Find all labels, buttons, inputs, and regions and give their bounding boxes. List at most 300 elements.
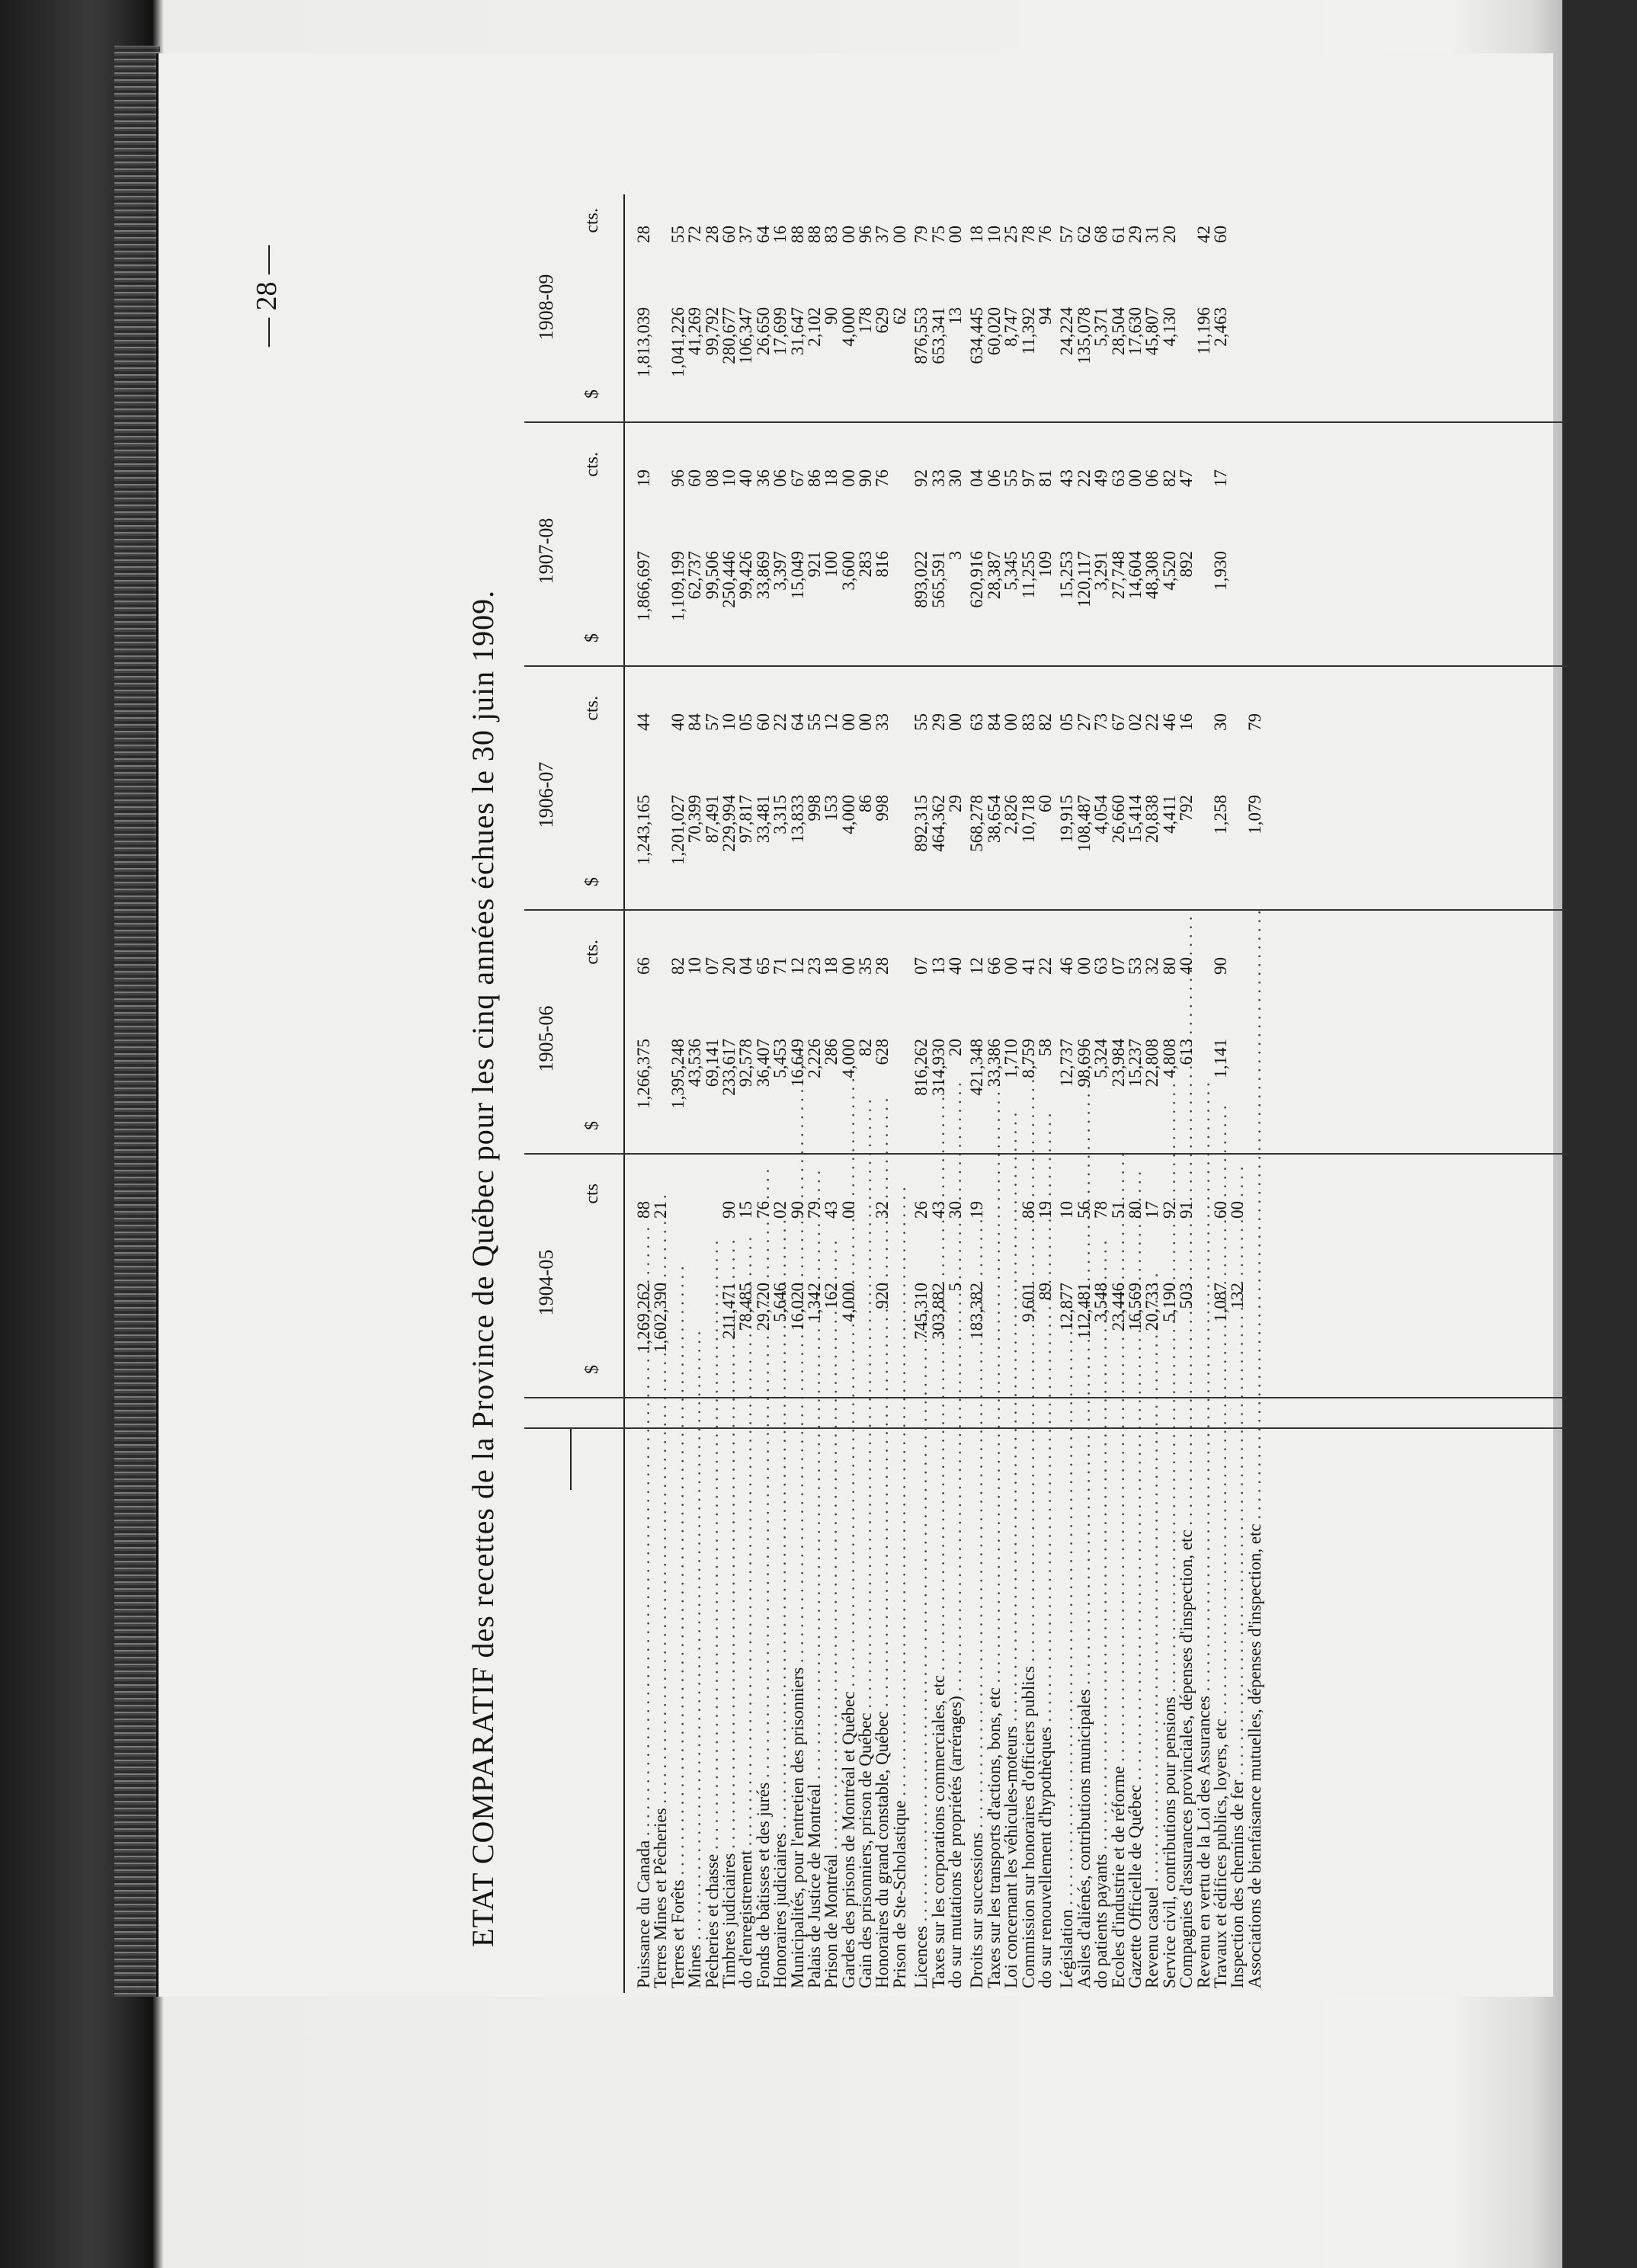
cents-value: 22: [1074, 469, 1094, 487]
cents-value: 20: [719, 957, 738, 975]
cents-value: 18: [822, 469, 841, 487]
cents-value: 17: [1142, 1201, 1162, 1219]
table-row: [670, 194, 687, 1993]
dollar-value: 876,553: [911, 307, 931, 364]
cents-value: 60: [753, 713, 773, 731]
row-label: do d'enregistrement . . .: [738, 1424, 754, 1993]
cents-label: cts.: [582, 696, 602, 721]
dollar-value: 87,491: [702, 795, 722, 844]
cents-value: 44: [634, 713, 653, 731]
dollar-value: 8,759: [1018, 1039, 1038, 1078]
cents-value: 08: [702, 469, 722, 487]
cents-value: 27: [1074, 713, 1094, 731]
cents-value: 16: [1177, 713, 1197, 731]
table-row: [928, 194, 948, 1993]
dollar-value: 27,748: [1108, 551, 1128, 600]
dollar-value: 20: [946, 1039, 966, 1056]
revenue-comparison-table: [524, 194, 1264, 1993]
header-dash: [570, 1429, 572, 1490]
cents-value: 81: [1035, 469, 1055, 487]
table-header: [524, 194, 625, 1993]
cents-value: 40: [946, 957, 966, 975]
cents-value: 28: [634, 226, 653, 243]
cents-value: 57: [1057, 226, 1077, 243]
cents-value: 12: [822, 713, 841, 731]
cents-label: cts.: [582, 452, 602, 477]
cents-value: 15: [736, 1201, 756, 1219]
dollar-value: 178: [856, 307, 876, 334]
row-label: Droits sur successions . . .: [969, 1424, 985, 1993]
dollar-value: 16,020: [787, 1283, 807, 1331]
dollar-value: 283: [856, 551, 876, 578]
dollar-value: 13,833: [787, 795, 807, 844]
cents-value: 00: [1074, 957, 1094, 975]
table-row: [986, 194, 1003, 1993]
dollar-value: 816,262: [911, 1039, 931, 1096]
row-label: Taxes sur les corporations commerciales, etc . . .: [931, 1424, 947, 1993]
currency-label: $: [582, 1121, 602, 1130]
dollar-value: 12,737: [1057, 1039, 1077, 1088]
dollar-value: 17,699: [770, 307, 790, 356]
cents-value: 88: [634, 1201, 653, 1219]
cents-value: 25: [1001, 226, 1021, 243]
column-rule: [524, 1427, 1568, 1429]
dollar-value: 4,000: [838, 1283, 858, 1322]
cents-value: 10: [685, 957, 705, 975]
column-rule: [524, 665, 1568, 667]
cents-value: 00: [838, 957, 858, 975]
dollar-value: 97,817: [736, 795, 756, 844]
dollar-value: 8,747: [1001, 307, 1021, 347]
dollar-value: 11,392: [1018, 307, 1038, 355]
dollar-value: 503: [1177, 1283, 1197, 1309]
cents-value: 19: [634, 469, 653, 487]
dollar-value: 90: [822, 307, 841, 325]
dollar-value: 14,604: [1125, 551, 1145, 600]
cents-value: 47: [1177, 469, 1197, 487]
dollar-value: 5: [946, 1283, 966, 1292]
book-binding-edge: [114, 46, 160, 1997]
cents-value: 78: [1018, 226, 1038, 243]
dollar-value: 1,266,375: [634, 1039, 653, 1109]
table-row: [806, 194, 823, 1993]
year-column-header: [524, 437, 623, 667]
cents-value: 68: [1091, 226, 1111, 243]
cents-value: 22: [770, 713, 790, 731]
dollar-value: 1,201,027: [668, 795, 687, 865]
dollar-value: 58: [1035, 1039, 1055, 1056]
currency-label: $: [582, 1365, 602, 1374]
dollar-value: 78,485: [736, 1283, 756, 1331]
row-label: Puissance du Canada . . .: [636, 1424, 652, 1993]
dollar-value: 4,411: [1159, 795, 1179, 834]
cents-value: 55: [804, 713, 824, 731]
table-row: [1247, 194, 1264, 1993]
cents-value: 19: [967, 1201, 987, 1219]
row-label: Prison de Ste-Scholastique . . .: [892, 1424, 908, 1993]
cents-value: 29: [1125, 226, 1145, 243]
cents-value: 83: [1018, 713, 1038, 731]
dollar-value: 12,877: [1057, 1283, 1077, 1331]
cents-value: 92: [911, 469, 931, 487]
dollar-value: 4,000: [838, 795, 858, 834]
dollar-value: 99,426: [736, 551, 756, 600]
cents-value: 04: [967, 469, 987, 487]
cents-value: 12: [787, 957, 807, 975]
dollar-value: 4,054: [1091, 795, 1111, 834]
dollar-value: 286: [822, 1039, 841, 1065]
cents-value: 00: [838, 469, 858, 487]
dollar-value: 26,660: [1108, 795, 1128, 844]
row-label: Terres Mines et Pêcheries . . .: [652, 1424, 669, 1993]
row-label: Gazette Officielle de Québec . . .: [1127, 1424, 1144, 1993]
dollar-value: 31,647: [787, 307, 807, 356]
row-label: Fonds de bâtisses et des jurés . . .: [755, 1424, 772, 1993]
column-rule: [524, 1153, 1568, 1155]
cents-label: cts: [582, 1184, 602, 1204]
cents-value: 43: [1057, 469, 1077, 487]
dollar-value: 229,994: [719, 795, 738, 852]
year-column-header: [524, 193, 623, 423]
table-row: [704, 194, 721, 1993]
cents-value: 40: [736, 469, 756, 487]
cents-value: 28: [873, 957, 892, 975]
dollar-value: 613: [1177, 1039, 1197, 1065]
cents-value: 33: [873, 713, 892, 731]
dollar-value: 13: [946, 307, 966, 325]
dollar-value: 892,315: [911, 795, 931, 852]
dollar-value: 38,654: [984, 795, 1004, 844]
dollar-value: 421,348: [967, 1039, 987, 1096]
table-row: [947, 194, 964, 1993]
table-row: [1003, 194, 1020, 1993]
cents-value: 29: [928, 713, 948, 731]
table-row: [1178, 194, 1195, 1993]
dollar-value: 4,000: [838, 307, 858, 347]
cents-value: 00: [889, 226, 909, 243]
row-label: do sur mutations de propriétés (arrérages) . . .: [947, 1424, 964, 1993]
dollar-value: 629: [873, 307, 892, 334]
row-label: Municipalités, pour l'entretien des prisonniers . . .: [790, 1424, 806, 1993]
row-label: Loi concernant les véhicules-moteurs . . .: [1003, 1424, 1020, 1993]
cents-value: 00: [838, 226, 858, 243]
cents-value: 86: [1018, 1201, 1038, 1219]
table-row: [969, 194, 985, 1993]
cents-value: 40: [1177, 957, 1197, 975]
dollar-value: 19,915: [1057, 795, 1077, 844]
cents-value: 18: [967, 226, 987, 243]
column-rule: [524, 1397, 1568, 1398]
page-number: — 28 —: [251, 245, 283, 347]
cents-value: 76: [753, 1201, 773, 1219]
row-label: Revenu casuel . . .: [1144, 1424, 1161, 1993]
currency-label: $: [582, 633, 602, 642]
cents-value: 88: [804, 226, 824, 243]
cents-value: 43: [928, 1201, 948, 1219]
dollar-value: 106,347: [736, 307, 756, 364]
row-label: Travaux et édifices publics, loyers, etc . . .: [1213, 1424, 1229, 1993]
dollar-value: 3,600: [838, 551, 858, 591]
dollar-value: 653,341: [928, 307, 948, 364]
table-row: [721, 194, 738, 1993]
dollar-value: 1,866,697: [634, 551, 653, 621]
table-row: [652, 194, 669, 1993]
cents-value: 41: [1018, 957, 1038, 975]
dollar-value: 5,646: [770, 1283, 790, 1322]
table-row: [772, 194, 789, 1993]
cents-value: 30: [946, 469, 966, 487]
cents-value: 76: [873, 469, 892, 487]
row-label: Gardes des prisons de Montréal et Québec . . .: [841, 1424, 857, 1993]
dollar-value: 2,226: [804, 1039, 824, 1078]
cents-value: 13: [928, 957, 948, 975]
cents-value: 64: [787, 713, 807, 731]
cents-value: 00: [946, 226, 966, 243]
dollar-value: 24,224: [1057, 307, 1077, 356]
dollar-value: 62: [889, 307, 909, 325]
row-label: Honoraires du grand constable, Québec . . .: [874, 1424, 891, 1993]
rotated-content: [251, 194, 1637, 1993]
cents-value: 32: [1142, 957, 1162, 975]
cents-value: 66: [634, 957, 653, 975]
table-row: [1144, 194, 1161, 1993]
cents-value: 00: [1228, 1201, 1248, 1219]
dollar-value: 60: [1035, 795, 1055, 812]
cents-value: 66: [984, 957, 1004, 975]
dollar-value: 920: [873, 1283, 892, 1309]
dollar-value: 20,733: [1142, 1283, 1162, 1331]
cents-value: 84: [984, 713, 1004, 731]
dollar-value: 1,141: [1210, 1039, 1230, 1078]
cents-value: 72: [685, 226, 705, 243]
dollar-value: 280,677: [719, 307, 738, 364]
cents-value: 82: [1035, 713, 1055, 731]
dollar-value: 120,117: [1074, 551, 1094, 607]
cents-value: 76: [1035, 226, 1055, 243]
cents-value: 06: [770, 469, 790, 487]
dollar-value: 15,237: [1125, 1039, 1145, 1088]
dollar-value: 41,269: [685, 307, 705, 356]
dollar-value: 162: [822, 1283, 841, 1309]
dollar-value: 565,591: [928, 551, 948, 608]
dollar-value: 620,916: [967, 551, 987, 608]
dollar-value: 109: [1035, 551, 1055, 578]
dollar-value: 17,630: [1125, 307, 1145, 356]
cents-value: 63: [1108, 469, 1128, 487]
table-row: [1161, 194, 1178, 1993]
row-label: Compagnies d'assurances provinciales, dépenses d'inspection, etc . . .: [1178, 1424, 1195, 1993]
table-row: [636, 194, 652, 1993]
dollar-value: 99,506: [702, 551, 722, 600]
cents-value: 86: [804, 469, 824, 487]
table-row: [1020, 194, 1037, 1993]
cents-value: 36: [753, 469, 773, 487]
cents-value: 67: [787, 469, 807, 487]
dollar-value: 29: [946, 795, 966, 812]
dollar-value: 153: [822, 795, 841, 822]
dollar-value: 23,446: [1108, 1283, 1128, 1331]
cents-value: 90: [856, 469, 876, 487]
dollar-value: 183,382: [967, 1283, 987, 1340]
cents-value: 73: [1091, 713, 1111, 731]
table-row: [787, 194, 807, 1993]
cents-value: 10: [719, 713, 738, 731]
currency-label: $: [582, 877, 602, 886]
paper-sheet: [156, 53, 1553, 1997]
dollar-value: 3,548: [1091, 1283, 1111, 1322]
dollar-value: 3: [946, 551, 966, 560]
cents-value: 92: [1159, 1201, 1179, 1219]
cents-value: 80: [1125, 1201, 1145, 1219]
dollar-value: 62,737: [685, 551, 705, 600]
cents-value: 23: [804, 957, 824, 975]
cents-value: 07: [911, 957, 931, 975]
dollar-value: 1,269,262: [634, 1283, 653, 1353]
year-label: 1908-09: [535, 274, 557, 341]
cents-value: 65: [753, 957, 773, 975]
cents-value: 43: [822, 1201, 841, 1219]
dollar-value: 3,291: [1091, 551, 1111, 591]
table-row: [1093, 194, 1110, 1993]
column-rule: [524, 909, 1568, 911]
dollar-value: 4,130: [1159, 307, 1179, 347]
cents-value: 46: [1159, 713, 1179, 731]
cents-value: 49: [1091, 469, 1111, 487]
dollar-value: 28,504: [1108, 307, 1128, 356]
cents-value: 97: [1018, 469, 1038, 487]
cents-value: 00: [856, 713, 876, 731]
cents-value: 60: [1210, 226, 1230, 243]
dollar-value: 11,255: [1018, 551, 1038, 599]
dollar-value: 1,109,199: [668, 551, 687, 621]
dollar-value: 5,190: [1159, 1283, 1179, 1322]
dollar-value: 36,407: [753, 1039, 773, 1088]
cents-value: 12: [967, 957, 987, 975]
dollar-value: 15,414: [1125, 795, 1145, 844]
row-label: Pêcheries et chasse . . .: [704, 1424, 721, 1993]
dollar-value: 16,569: [1125, 1283, 1145, 1331]
cents-label: cts.: [582, 940, 602, 965]
dollar-value: 5,324: [1091, 1039, 1111, 1078]
row-label: Licences . . .: [913, 1424, 930, 1993]
cents-value: 00: [838, 713, 858, 731]
row-label: Associations de bienfaisance mutuelles, dépenses d'inspection, etc . . .: [1247, 1424, 1264, 1993]
cents-value: 21: [651, 1201, 671, 1219]
year-label: 1906-07: [535, 761, 557, 828]
cents-value: 32: [873, 1201, 892, 1219]
cents-value: 00: [1125, 469, 1145, 487]
cents-value: 90: [787, 1201, 807, 1219]
dollar-value: 634,445: [967, 307, 987, 364]
dollar-value: 108,487: [1074, 795, 1094, 852]
cents-value: 63: [1091, 957, 1111, 975]
cents-value: 22: [1142, 713, 1162, 731]
cents-value: 51: [1108, 1201, 1128, 1219]
dollar-value: 48,308: [1142, 551, 1162, 600]
cents-value: 17: [1210, 469, 1230, 487]
dollar-value: 2,463: [1210, 307, 1230, 347]
cents-value: 37: [736, 226, 756, 243]
cents-value: 02: [770, 1201, 790, 1219]
dollar-value: 16,649: [787, 1039, 807, 1088]
dollar-value: 20,838: [1142, 795, 1162, 844]
dollar-value: 3,315: [770, 795, 790, 834]
row-label: Palais de Justice de Montréal . . .: [806, 1424, 823, 1993]
dollar-value: 893,022: [911, 551, 931, 608]
dollar-value: 94: [1035, 307, 1055, 325]
table-row: [1210, 194, 1230, 1993]
dollar-value: 5,453: [770, 1039, 790, 1078]
table-body: [625, 194, 1264, 1993]
dollar-value: 89: [1035, 1283, 1055, 1300]
cents-value: 42: [1193, 226, 1213, 243]
cents-value: 90: [1210, 957, 1230, 975]
dollar-value: 1,079: [1245, 795, 1264, 834]
dollar-value: 628: [873, 1039, 892, 1065]
dollar-value: 3,397: [770, 551, 790, 591]
year-column-header: [524, 1168, 623, 1398]
row-label: Taxes sur les transports d'actions, bons, etc . . .: [986, 1424, 1003, 1993]
cents-value: 62: [1074, 226, 1094, 243]
cents-value: 80: [1159, 957, 1179, 975]
cents-value: 64: [753, 226, 773, 243]
cents-value: 28: [702, 226, 722, 243]
row-label: Inspection des chemins de fer . . .: [1229, 1424, 1246, 1993]
row-label: Ecoles d'industrie et de réforme . . .: [1110, 1424, 1127, 1993]
dollar-value: 1,087: [1210, 1283, 1230, 1322]
dollar-value: 4,520: [1159, 551, 1179, 591]
dollar-value: 1,930: [1210, 551, 1230, 591]
cents-value: 60: [1210, 1201, 1230, 1219]
cents-value: 83: [822, 226, 841, 243]
table-row: [838, 194, 858, 1993]
cents-value: 40: [668, 713, 687, 731]
row-label: Asiles d'aliénés, contributions municipales . . .: [1076, 1424, 1093, 1993]
cents-value: 10: [1057, 1201, 1077, 1219]
row-label: Gain des prisonniers, prison de Québec . . .: [857, 1424, 874, 1993]
dollar-value: 1,342: [804, 1283, 824, 1322]
dollar-value: 92,578: [736, 1039, 756, 1088]
currency-label: $: [582, 389, 602, 399]
dollar-value: 1,710: [1001, 1039, 1021, 1078]
dollar-value: 11,196: [1193, 307, 1213, 355]
dollar-value: 1,258: [1210, 795, 1230, 834]
table-row: [1110, 194, 1127, 1993]
cents-value: 06: [1142, 469, 1162, 487]
dollar-value: 33,481: [753, 795, 773, 844]
cents-value: 78: [1091, 1201, 1111, 1219]
cents-value: 79: [911, 226, 931, 243]
dollar-value: 60,020: [984, 307, 1004, 356]
dollar-value: 33,386: [984, 1039, 1004, 1088]
dollar-value: 1,041,226: [668, 307, 687, 377]
cents-value: 88: [787, 226, 807, 243]
dollar-value: 5,345: [1001, 551, 1021, 591]
row-label: Prison de Montréal . . .: [823, 1424, 840, 1993]
dollar-value: 28,387: [984, 551, 1004, 600]
dollar-value: 86: [856, 795, 876, 812]
row-label: Service civil, contributions pour pensions . . .: [1161, 1424, 1178, 1993]
cents-value: 82: [668, 957, 687, 975]
dollar-value: 15,253: [1057, 551, 1077, 600]
cents-value: 96: [668, 469, 687, 487]
dollar-value: 29,720: [753, 1283, 773, 1331]
cents-value: 46: [1057, 957, 1077, 975]
row-label: Législation . . .: [1059, 1424, 1075, 1993]
cents-value: 75: [928, 226, 948, 243]
cents-value: 00: [838, 1201, 858, 1219]
cents-value: 91: [1177, 1201, 1197, 1219]
